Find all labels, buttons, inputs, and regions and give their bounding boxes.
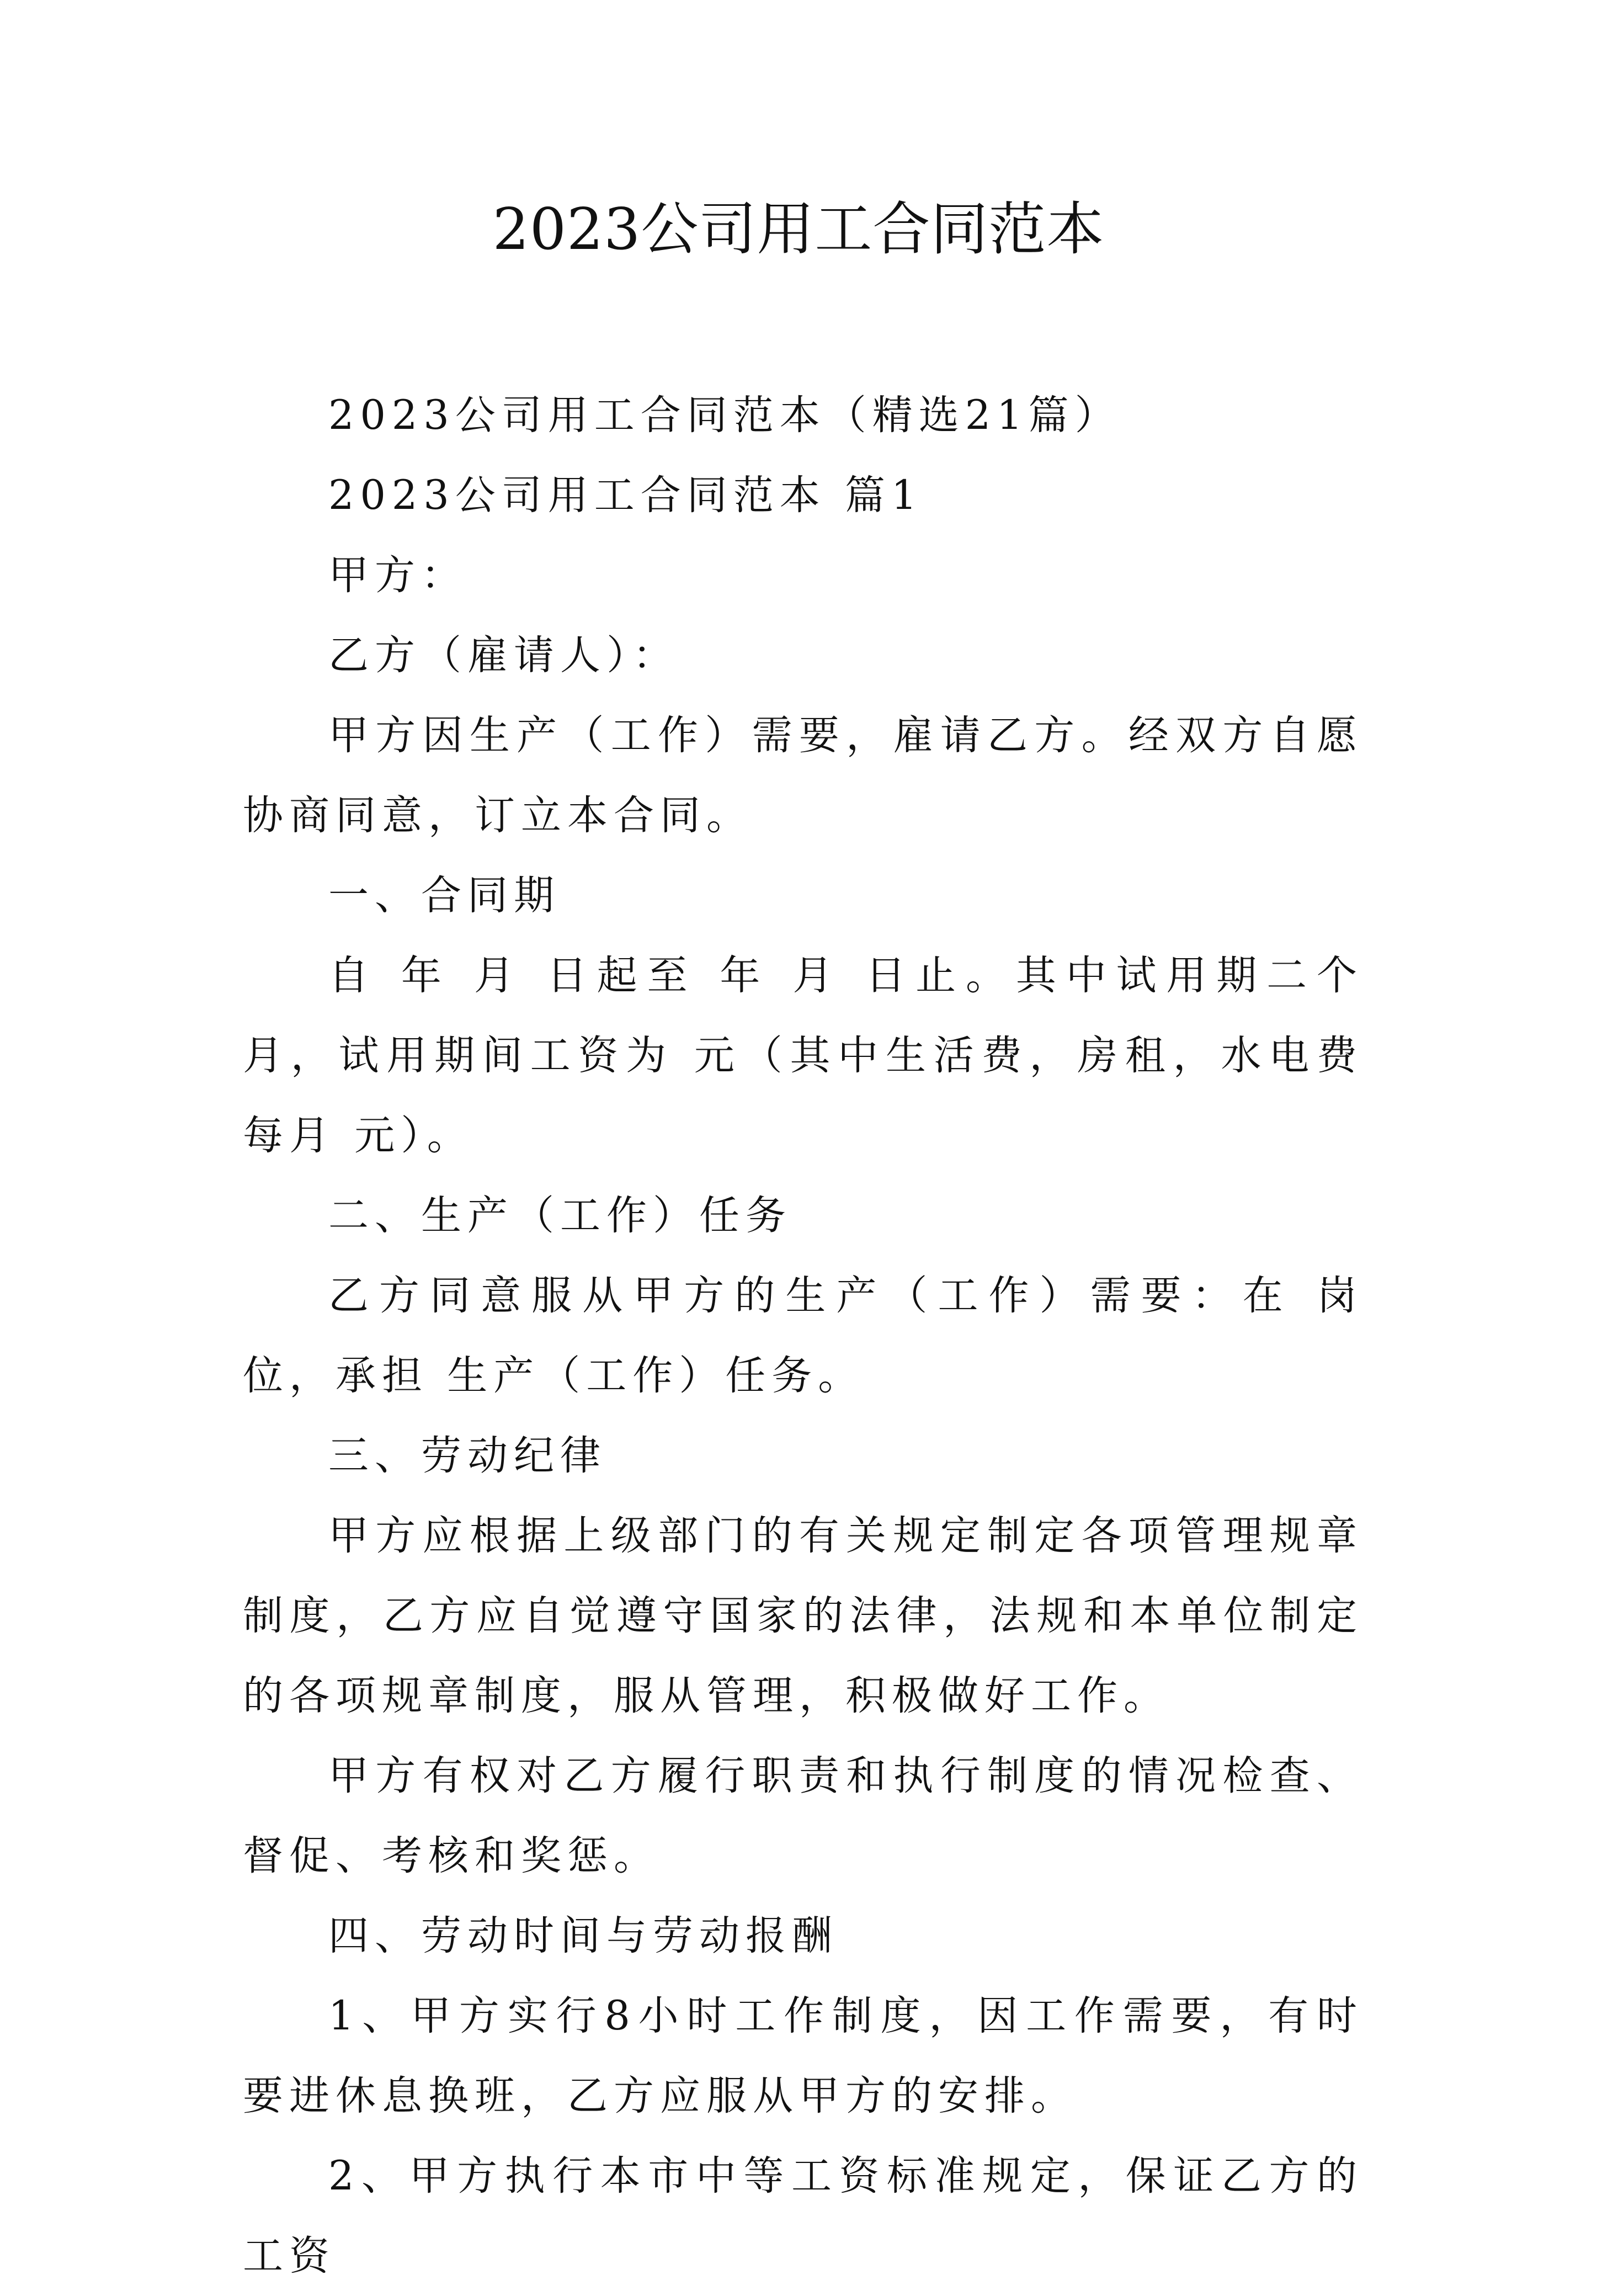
paragraph-work-tasks: 乙方同意服从甲方的生产（工作）需要：在 岗位，承担 生产（工作）任务。 — [243, 1272, 1363, 1399]
paragraph-heading-2: 二、生产（工作）任务 — [328, 1192, 792, 1239]
paragraph-section-heading: 2023公司用工合同范本 篇1 — [328, 472, 923, 519]
paragraph-heading-1: 一、合同期 — [328, 872, 560, 919]
paragraph-discipline-2: 甲方有权对乙方履行职责和执行制度的情况检查、督促、考核和奖惩。 — [243, 1752, 1363, 1879]
paragraph-party-b: 乙方（雇请人）： — [328, 632, 679, 679]
paragraph-heading-3: 三、劳动纪律 — [328, 1432, 606, 1479]
paragraph-party-a: 甲方： — [328, 552, 467, 599]
document-title: 2023公司用工合同范本 — [492, 195, 1105, 263]
paragraph-subtitle: 2023公司用工合同范本（精选21篇） — [328, 392, 1121, 439]
paragraph-discipline-1: 甲方应根据上级部门的有关规定制定各项管理规章制度，乙方应自觉遵守国家的法律，法规和本单位制定的各项规章制度，服从管理，积极做好工作。 — [243, 1512, 1363, 1719]
paragraph-contract-period: 自 年 月 日起至 年 月 日止。其中试用期二个月，试用期间工资为 元（其中生活费，房租，水电费每月 元）。 — [243, 952, 1363, 1159]
paragraph-preamble: 甲方因生产（工作）需要，雇请乙方。经双方自愿协商同意，订立本合同。 — [243, 712, 1363, 839]
document-body — [243, 375, 1363, 2296]
paragraph-wages: 2、甲方执行本市中等工资标准规定，保证乙方的工资 — [243, 2152, 1363, 2279]
paragraph-work-hours: 1、甲方实行8小时工作制度，因工作需要，有时要进休息换班，乙方应服从甲方的安排。 — [243, 1992, 1363, 2119]
paragraph-heading-4: 四、劳动时间与劳动报酬 — [328, 1912, 838, 1959]
